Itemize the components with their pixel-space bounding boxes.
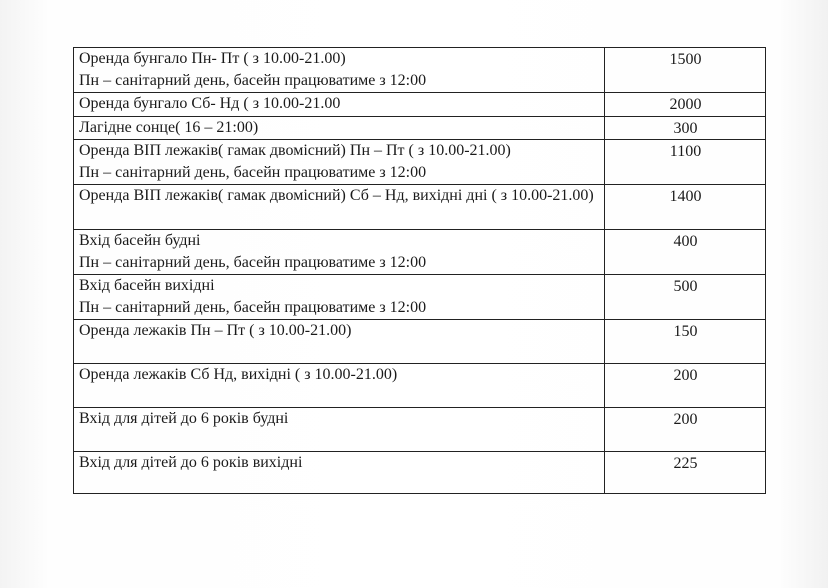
description-line: Вхід басейн будні — [79, 232, 201, 249]
service-price: 150 — [605, 320, 766, 364]
service-price: 225 — [605, 452, 766, 494]
service-description — [74, 185, 605, 230]
table-row — [74, 116, 766, 140]
service-description — [74, 116, 605, 140]
service-description — [74, 275, 605, 320]
table-row — [74, 364, 766, 408]
service-price: 200 — [605, 408, 766, 452]
service-description — [74, 320, 605, 364]
table-row — [74, 275, 766, 320]
description-note: Пн – санітарний день, басейн працюватиме з 12:00 — [79, 253, 427, 271]
service-description — [74, 140, 605, 185]
price-table — [73, 47, 766, 494]
description-note: Пн – санітарний день, басейн працюватиме з 12:00 — [79, 298, 427, 316]
description-note: Пн – санітарний день, басейн працюватиме з 12:00 — [79, 71, 427, 89]
description-line: Вхід басейн вихідні — [79, 277, 215, 294]
table-row — [74, 93, 766, 117]
description-line: Оренда ВІП лежаків( гамак двомісний) Пн – Пт ( з 10.00-21.00) — [79, 142, 511, 159]
service-price: 500 — [605, 275, 766, 320]
service-description — [74, 408, 605, 452]
service-price: 2000 — [605, 93, 766, 117]
table-row — [74, 408, 766, 452]
description-note: Пн – санітарний день, басейн працюватиме з 12:00 — [79, 163, 427, 181]
description-line: Оренда ВІП лежаків( гамак двомісний) Сб – Нд, вихідні дні ( з 10.00-21.00) — [79, 187, 594, 204]
service-description — [74, 48, 605, 93]
service-description — [74, 93, 605, 117]
description-line: Вхід для дітей до 6 років будні — [79, 410, 289, 427]
service-description — [74, 452, 605, 494]
service-description — [74, 364, 605, 408]
table-row — [74, 140, 766, 185]
service-price: 200 — [605, 364, 766, 408]
service-description — [74, 230, 605, 275]
table-row — [74, 230, 766, 275]
description-line: Вхід для дітей до 6 років вихідні — [79, 454, 303, 471]
description-line: Лагідне сонце( 16 – 21:00) — [79, 118, 259, 136]
service-price: 400 — [605, 230, 766, 275]
service-price: 300 — [605, 116, 766, 140]
description-line: Оренда бунгало Пн- Пт ( з 10.00-21.00) — [79, 50, 346, 67]
description-line: Оренда бунгало Сб- Нд ( з 10.00-21.00 — [79, 95, 341, 112]
service-price: 1500 — [605, 48, 766, 93]
description-line: Оренда лежаків Пн – Пт ( з 10.00-21.00) — [79, 322, 352, 339]
table-row — [74, 320, 766, 364]
service-price: 1400 — [605, 185, 766, 230]
table-row — [74, 452, 766, 494]
service-price: 1100 — [605, 140, 766, 185]
table-row — [74, 48, 766, 93]
description-line: Оренда лежаків Сб Нд, вихідні ( з 10.00-21.00) — [79, 366, 398, 383]
table-row — [74, 185, 766, 230]
